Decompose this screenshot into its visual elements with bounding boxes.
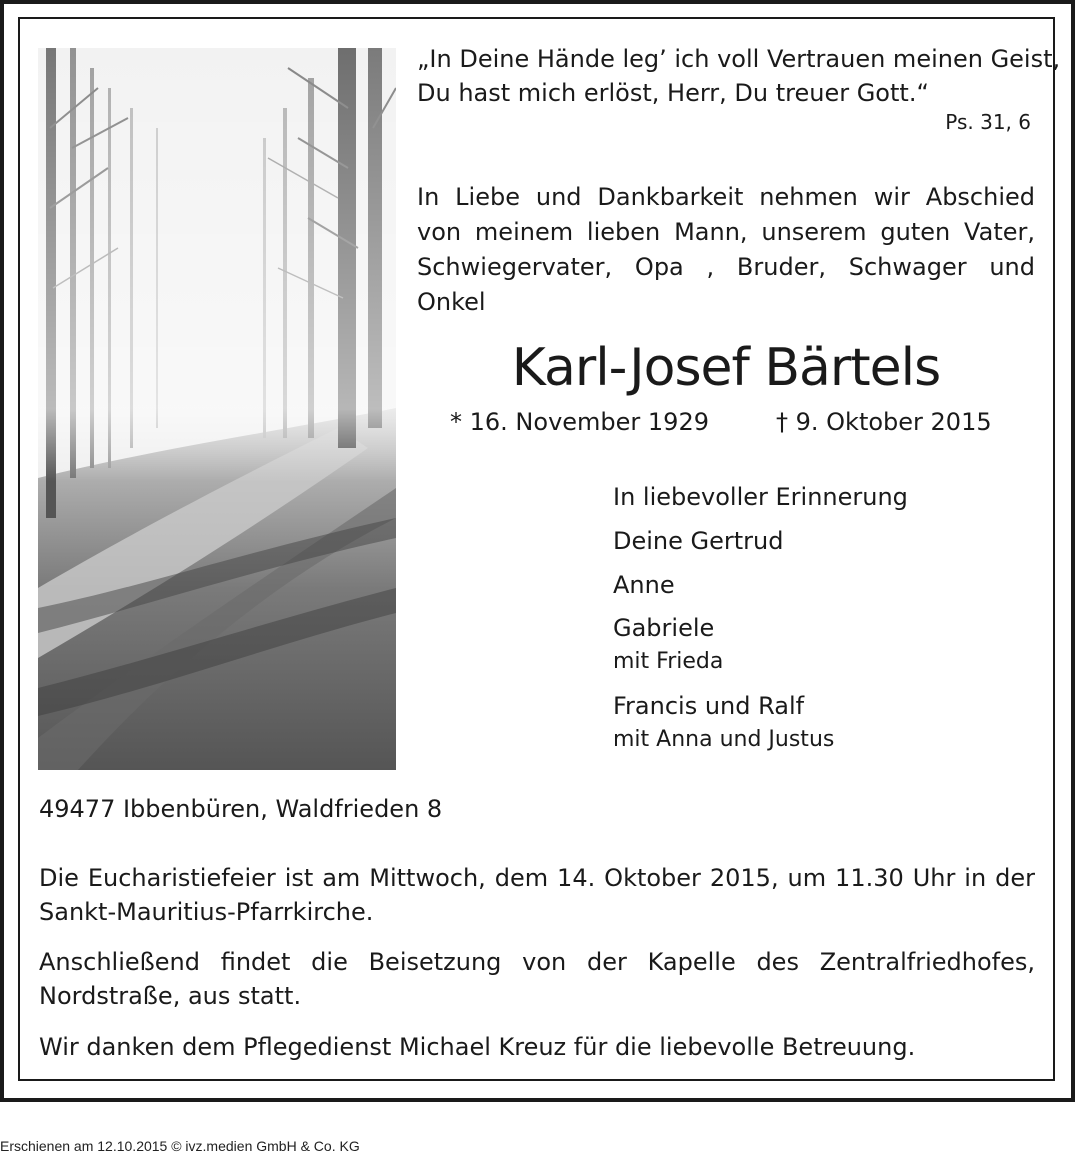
bible-verse [417,42,1060,110]
forest-path-photo [38,48,396,770]
family-heading: In liebevoller Erinnerung [613,483,908,511]
family-member: Deine Gertrud [613,527,784,555]
family-address: 49477 Ibbenbüren, Waldfrieden 8 [39,795,443,823]
family-member: Gabriele [613,614,715,642]
family-member-sub: mit Frieda [613,649,724,674]
burial-info: Anschließend findet die Beisetzung von der Kapelle des Zentralfriedhofes, Nordstraße, aus statt. [39,948,1035,1010]
publication-footer: Erschienen am 12.10.2015 © ivz.medien GmbH & Co. KG [0,1138,360,1154]
death-date: † 9. Oktober 2015 [776,408,992,436]
family-member: Francis und Ralf [613,692,805,720]
family-member-sub: mit Anna und Justus [613,727,835,752]
forest-path-illustration [38,48,396,770]
deceased-name: Karl-Josef Bärtels [511,338,941,398]
family-member: Anne [613,571,675,599]
verse-line-1: „In Deine Hände leg’ ich voll Vertrauen meinen Geist, [417,45,1061,73]
thanks-note: Wir danken dem Pflegedienst Michael Kreuz für die liebevolle Betreuung. [39,1033,916,1061]
farewell-intro: In Liebe und Dankbarkeit nehmen wir Abschied von meinem lieben Mann, unserem guten Vater, Schwiegervater, Opa , Bruder, Schwager und Onkel [417,183,1035,316]
verse-reference: Ps. 31, 6 [945,110,1031,134]
birth-date: * 16. November 1929 [450,408,709,436]
service-info: Die Eucharistiefeier ist am Mittwoch, dem 14. Oktober 2015, um 11.30 Uhr in der Sankt-Mauritius-Pfarrkirche. [39,864,1035,926]
verse-line-2: Du hast mich erlöst, Herr, Du treuer Gott.“ [417,79,929,107]
